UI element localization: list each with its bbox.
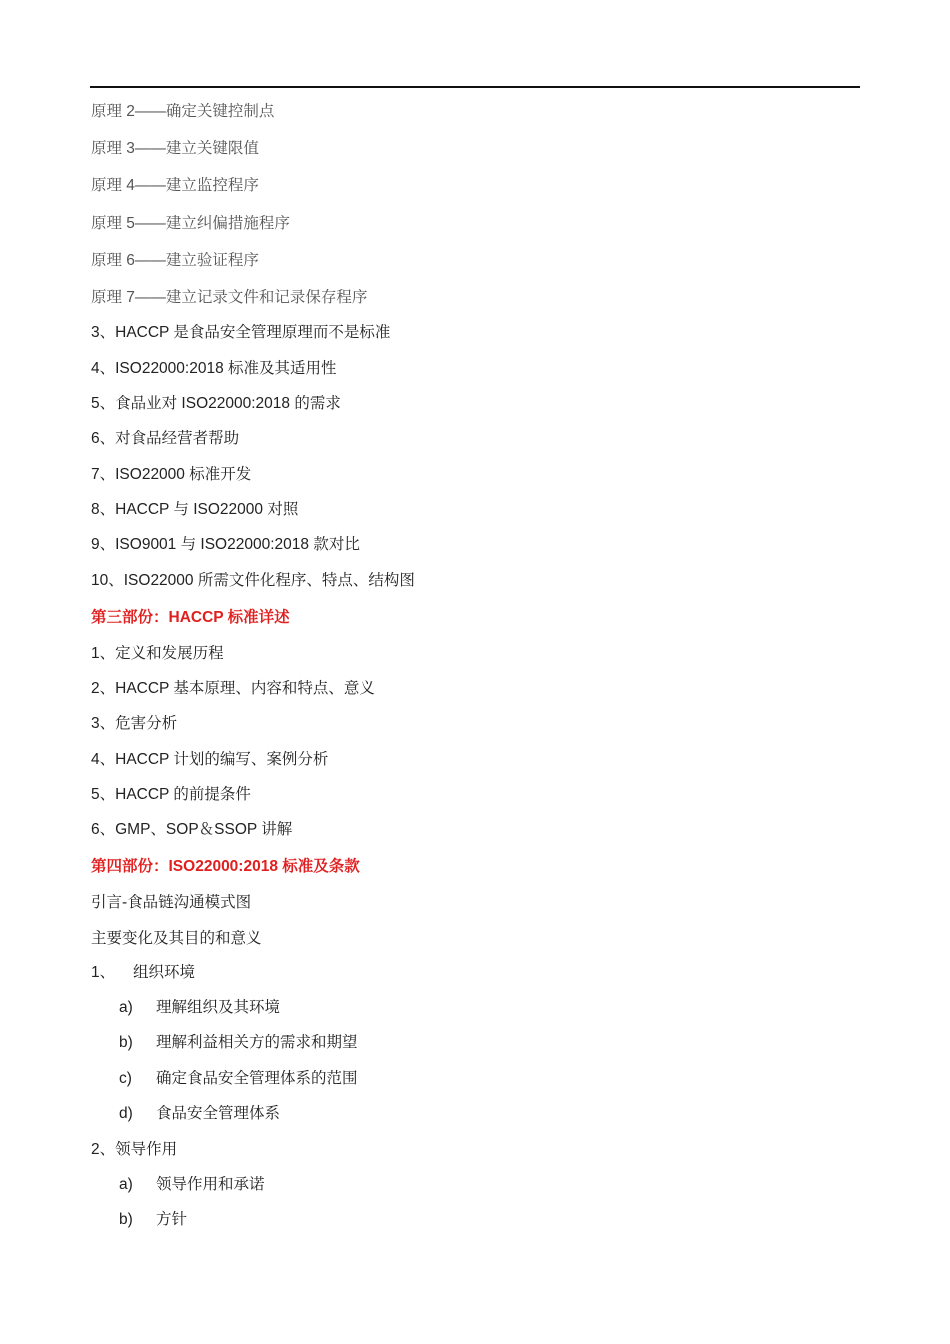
- list-item: 6、GMP、SOP＆SSOP 讲解: [91, 821, 293, 838]
- list-item: 7、ISO22000 标准开发: [91, 466, 252, 483]
- section-heading-part4: 第四部份：ISO22000:2018 标准及条款: [91, 858, 360, 875]
- list-item: 9、ISO9001 与 ISO22000:2018 款对比: [91, 536, 360, 553]
- list-item: 引言-食品链沟通模式图: [91, 894, 252, 911]
- section-title: 2、领导作用: [91, 1141, 178, 1158]
- sub-item-text: 理解利益相关方的需求和期望: [156, 1034, 358, 1051]
- principle-item: 原理 2——确定关键控制点: [91, 103, 275, 120]
- sub-item-text: 确定食品安全管理体系的范围: [156, 1070, 358, 1087]
- list-item: 2、HACCP 基本原理、内容和特点、意义: [91, 680, 375, 697]
- sub-item-letter: c): [119, 1070, 132, 1087]
- sub-item-letter: a): [119, 999, 133, 1016]
- sub-item-letter: a): [119, 1176, 133, 1193]
- section-title: 组织环境: [133, 964, 196, 981]
- list-item: 5、HACCP 的前提条件: [91, 786, 251, 803]
- list-item: 6、对食品经营者帮助: [91, 430, 240, 447]
- section-number: 1、: [91, 964, 116, 981]
- list-item: 5、食品业对 ISO22000:2018 的需求: [91, 395, 341, 412]
- sub-item-letter: d): [119, 1105, 133, 1122]
- section-heading-part3: 第三部份：HACCP 标准详述: [91, 609, 290, 626]
- sub-item-letter: b): [119, 1211, 133, 1228]
- principle-item: 原理 5——建立纠偏措施程序: [91, 215, 290, 232]
- list-item: 4、ISO22000:2018 标准及其适用性: [91, 360, 337, 377]
- list-item: 4、HACCP 计划的编写、案例分析: [91, 751, 329, 768]
- sub-item-text: 食品安全管理体系: [156, 1105, 281, 1122]
- sub-item-letter: b): [119, 1034, 133, 1051]
- sub-item-text: 方针: [156, 1211, 188, 1228]
- sub-item-text: 领导作用和承诺: [156, 1176, 265, 1193]
- principle-item: 原理 7——建立记录文件和记录保存程序: [91, 289, 368, 306]
- list-item: 1、定义和发展历程: [91, 645, 224, 662]
- principle-item: 原理 3——建立关键限值: [91, 140, 259, 157]
- header-rule: [90, 86, 860, 88]
- list-item: 10、ISO22000 所需文件化程序、特点、结构图: [91, 572, 415, 589]
- list-item: 8、HACCP 与 ISO22000 对照: [91, 501, 299, 518]
- list-item: 主要变化及其目的和意义: [91, 930, 262, 947]
- sub-item-text: 理解组织及其环境: [156, 999, 281, 1016]
- list-item: 3、危害分析: [91, 715, 178, 732]
- list-item: 3、HACCP 是食品安全管理原理而不是标准: [91, 324, 391, 341]
- principle-item: 原理 6——建立验证程序: [91, 252, 259, 269]
- principle-item: 原理 4——建立监控程序: [91, 177, 259, 194]
